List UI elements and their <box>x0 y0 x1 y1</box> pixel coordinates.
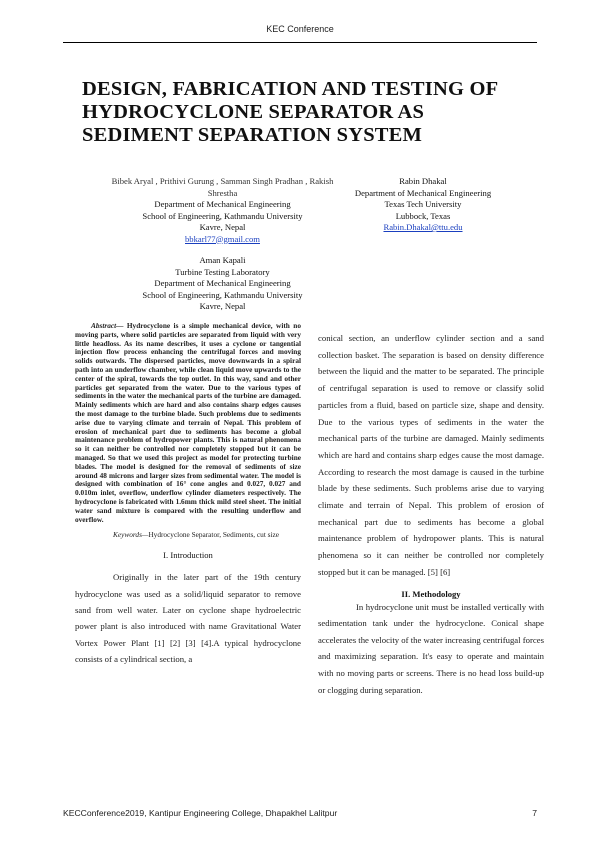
section-heading-introduction: I. Introduction <box>163 550 213 561</box>
author-location: Kavre, Nepal <box>199 301 246 311</box>
keywords-lead: Keywords— <box>113 530 149 540</box>
introduction-text: Originally in the later part of the 19th century hydrocyclone was used as a solid/liquid separator to remove sand from well water. Later on cyclone shape hydroelectric power plant is also introduced with name Gravitational Water Vortex Power Plant [1] [2] [3] [4].A typical hydrocyclone consists of a cylindrical section, a <box>75 572 301 664</box>
right-column <box>318 330 544 698</box>
keywords-text: Hydrocyclone Separator, Sediments, cut size <box>148 530 280 540</box>
page-number: 7 <box>532 808 537 818</box>
author-block-2 <box>348 176 498 234</box>
author-location: Kavre, Nepal <box>199 222 246 232</box>
footer-text: KECConference2019, Kantipur Engineering College, Dhapakhel Lalitpur <box>63 808 338 818</box>
author-location: Lubbock, Texas <box>395 210 451 221</box>
section-heading-methodology: II. Methodology <box>401 588 461 599</box>
abstract-text: Hydrocyclone is a simple mechanical device, with no moving parts, where solid particles are separated from liquid with very little headloss. As its name describes, it uses a cyclone or tangential injection flow process enhancing the centrifugal forces and moving solids outwards. The dispersed particles, move downwards in a spiral path into an underflow chamber, while clean liquid move upwards to the center of the spiral, towards the top outlet. In this way, sand and other particles get separated from the water. Due to the various types of sediments in the water the mechanical parts of the turbine are damaged. Mainly sediments which are hard and also contains sharp edges causes the most damage to the turbine blade. Such problems due to sediments arise due to varying climate and terrain of Nepal. This problem of erosion of mechanical part due to sediments has become a global maintenance problem of hydropower plants. This is natural phenomena so it can neither be controlled nor completely stopped but it can be managed. So that we used this project as model for protecting turbine blades. The model is designed for the removal of sediments of size around 48 microns and larger sizes from sedimental water. The model is designed with combination of 16° cone angles and 0.027, 0.027 and 0.010m inlet, overflow, underflow cylinder diameters respectively. The hydrocyclone is fabricated with 1.6mm thick mild steel sheet. The initial water sand mixture is compared with the resulting underflow and overflow. <box>75 321 301 524</box>
author-university: Texas Tech University <box>384 199 462 209</box>
running-header: KEC Conference <box>266 24 334 34</box>
author-name: Aman Kapali <box>199 255 246 265</box>
keywords <box>75 530 301 539</box>
abstract <box>75 322 301 524</box>
author-block-1 <box>100 176 345 245</box>
paper-title: DESIGN, FABRICATION AND TESTING OF HYDROCYCLONE SEPARATOR AS SEDIMENT SEPARATION SYSTEM <box>82 78 498 146</box>
abstract-lead: Abstract— <box>91 321 124 330</box>
author-name: Rabin Dhakal <box>399 176 447 186</box>
author-block-3 <box>100 255 345 313</box>
author-email-link[interactable]: Rabin.Dhakal@ttu.edu <box>383 222 463 232</box>
author-school: School of Engineering, Kathmandu University <box>142 210 303 221</box>
author-email-link[interactable]: bbkarl77@gmail.com <box>185 233 260 244</box>
left-column <box>75 322 301 667</box>
author-department: Department of Mechanical Engineering <box>154 278 291 288</box>
header-rule <box>63 42 537 43</box>
author-names: Bibek Aryal , Prithivi Gurung , Samman Singh Pradhan , Rakish Shrestha <box>111 176 334 198</box>
author-school: School of Engineering, Kathmandu University <box>142 289 303 300</box>
introduction-continued-text: conical section, an underflow cylinder section and a sand collection basket. The separation is based on density difference between the liquid and the matter to be separated. The principle of centrifugal separation is used to remove or classify solid particles from a fluid, based on particle size, shape and density. Due to the various types of sediments in the water the mechanical parts of the turbine are damaged. Mainly sediments which are hard and contains sharp edges cause the most damage. According to research the most damage is caused in the turbine blade by these sediments. Such problems arise due to varying climate and terrain of Nepal. This problem of erosion of mechanical part due to sediments has become a global maintenance problem of hydropower plants. This is natural phenomena so it can neither be controlled nor completely stopped but it can be managed. [5] [6] <box>318 333 544 577</box>
author-department: Department of Mechanical Engineering <box>354 187 492 198</box>
methodology-text: In hydrocyclone unit must be installed vertically with sedimentation tank under the hydrocyclone. Conical shape accelerates the velocity of the water increasing centrifugal forces and maximizing separation. It's easy to operate and maintain with no moving parts or screens. There is no head loss build-up or clogging during separation. <box>318 601 544 695</box>
author-department: Department of Mechanical Engineering <box>154 199 291 209</box>
author-lab: Turbine Testing Laboratory <box>175 266 270 277</box>
